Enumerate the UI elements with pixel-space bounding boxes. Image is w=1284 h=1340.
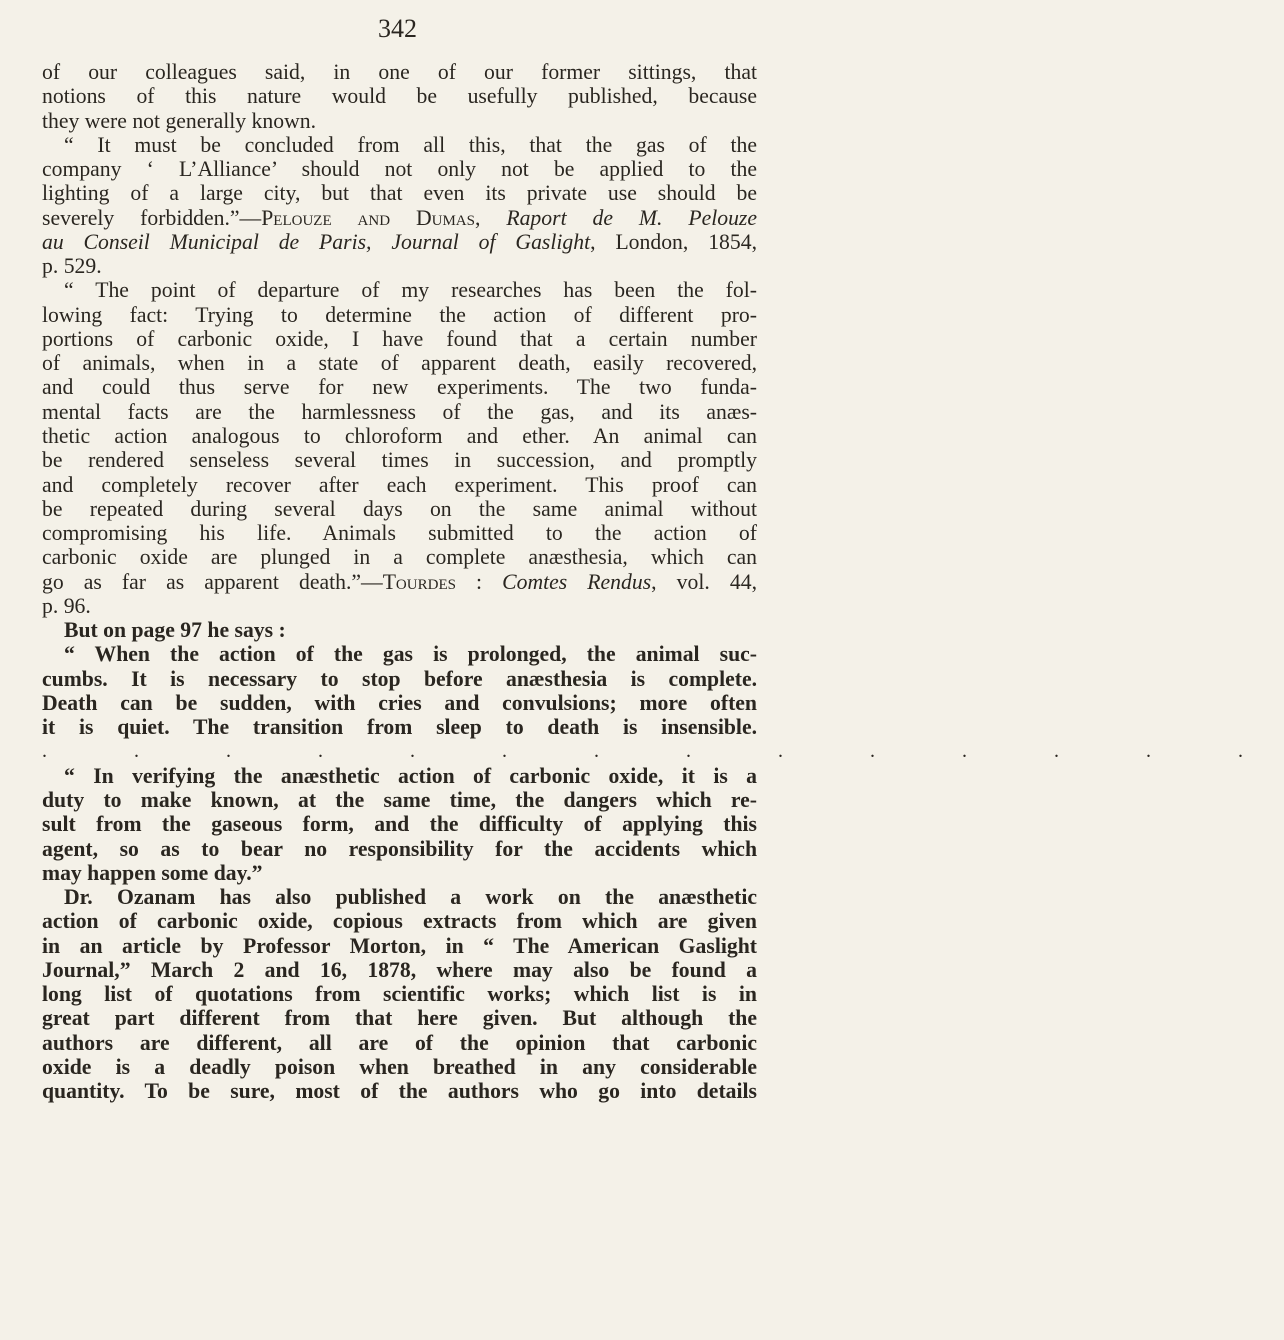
text-line: great part different from that here given. But although the	[42, 1006, 757, 1031]
text-line: “ In verifying the anæsthetic action of carbonic oxide, it is a	[64, 763, 757, 788]
text-line: cumbs. It is necessary to stop before anæsthesia is complete.	[42, 666, 757, 691]
text-line: long list of quotations from scientific works; which list is in	[42, 982, 757, 1007]
citation-place-year: London, 1854,	[615, 229, 757, 254]
text-line: p. 96.	[42, 593, 91, 618]
text-line: “ When the action of the gas is prolonged, the animal suc-	[64, 642, 757, 667]
citation-line	[42, 206, 757, 230]
text-line: be repeated during several days on the same animal without	[42, 496, 757, 521]
text-line: sult from the gaseous form, and the difficulty of applying this	[42, 812, 757, 837]
paragraph-continuation	[42, 60, 757, 133]
paragraph-ozanam	[42, 885, 757, 1103]
paragraph-verifying	[42, 764, 757, 885]
text-line: mental facts are the harmlessness of the gas, and its anæs-	[42, 399, 757, 424]
text-line: it is quiet. The transition from sleep to death is insensible.	[42, 715, 757, 740]
text-line: action of carbonic oxide, copious extracts from which are given	[42, 909, 757, 934]
paragraph-pelouze-quote	[42, 133, 757, 279]
text-line: compromising his life. Animals submitted to the action of	[42, 521, 757, 546]
text-line: Dr. Ozanam has also published a work on the anæsthetic	[64, 885, 757, 910]
citation-author: Tourdes	[382, 569, 456, 594]
text-line: carbonic oxide are plunged in a complete anæsthesia, which can	[42, 545, 757, 570]
citation-fragment: ,	[651, 569, 677, 594]
citation-fragment: go as far as apparent death.”—	[42, 569, 383, 594]
text-line: of our colleagues said, in one of our former sittings, that	[42, 60, 757, 84]
paragraph-tourdes-quote	[42, 278, 757, 618]
paragraph-page-97	[42, 618, 757, 739]
citation-work: au Conseil Municipal de Paris, Journal of Gaslight	[42, 229, 591, 254]
text-line: lowing fact: Trying to determine the action of different pro-	[42, 302, 757, 327]
text-line: But on page 97 he says :	[64, 618, 286, 643]
text-line: be rendered senseless several times in succession, and promptly	[42, 448, 757, 473]
citation-work: Raport de M. Pelouze	[506, 205, 757, 230]
text-line: Death can be sudden, with cries and convulsions; more often	[42, 690, 757, 715]
text-line: agent, so as to bear no responsibility for the accidents which	[42, 836, 757, 861]
body-text	[42, 60, 1284, 1104]
text-line: thetic action analogous to chloroform and ether. An animal can	[42, 423, 757, 448]
text-line: oxide is a deadly poison when breathed in any considerable	[42, 1054, 757, 1079]
citation-volume: vol. 44,	[676, 569, 758, 594]
citation-authors: Pelouze and Dumas	[261, 205, 475, 230]
text-line: of animals, when in a state of apparent death, easily recovered,	[42, 351, 757, 376]
text-line: in an article by Professor Morton, in “ The American Gaslight	[42, 933, 757, 958]
citation-work: Comtes Rendus	[502, 569, 652, 594]
citation-line	[42, 230, 757, 254]
text-line: and completely recover after each experiment. This proof can	[42, 472, 757, 497]
text-line: “ The point of departure of my researches has been the fol-	[64, 278, 757, 303]
text-line: p. 529.	[42, 254, 102, 279]
citation-fragment: :	[455, 569, 503, 594]
page-number: 342	[378, 14, 417, 43]
text-line: portions of carbonic oxide, I have found that a certain number	[42, 326, 757, 351]
citation-fragment: ,	[474, 205, 507, 230]
text-line: notions of this nature would be usefully published, because	[42, 84, 757, 109]
citation-fragment: ,	[590, 229, 616, 254]
citation-fragment: severely forbidden.”—	[42, 205, 262, 230]
ellipsis-row	[42, 739, 1284, 763]
text-line: they were not generally known.	[42, 108, 317, 133]
text-line: company ‘ L’Alliance’ should not only not be applied to the	[42, 157, 757, 182]
ellipsis-text: . . . . . . . . . . . . . .	[42, 740, 1284, 763]
text-line: lighting of a large city, but that even its private use should be	[42, 181, 757, 206]
text-line: Journal,” March 2 and 16, 1878, where may also be found a	[42, 957, 757, 982]
text-line: quantity. To be sure, most of the authors who go into details	[42, 1079, 757, 1104]
text-line: duty to make known, at the same time, the dangers which re-	[42, 787, 757, 812]
text-line: and could thus serve for new experiments. The two funda-	[42, 375, 757, 400]
text-line: may happen some day.”	[42, 860, 263, 885]
citation-line	[42, 570, 757, 594]
text-line: authors are different, all are of the opinion that carbonic	[42, 1030, 757, 1055]
text-line: “ It must be concluded from all this, that the gas of the	[64, 132, 757, 157]
